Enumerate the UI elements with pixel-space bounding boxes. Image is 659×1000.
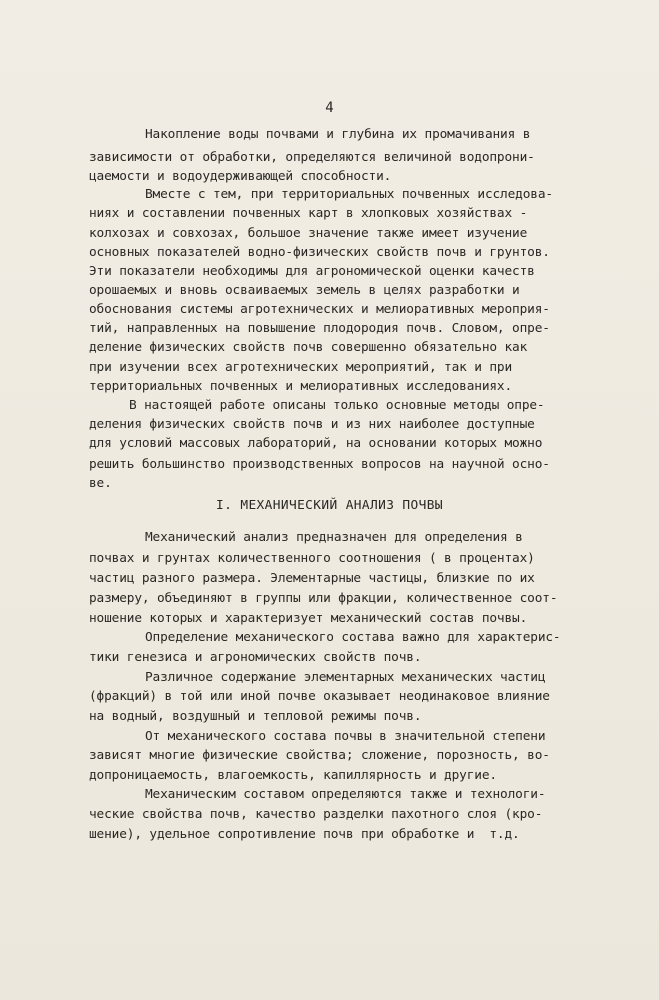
text-line: обоснования системы агротехнических и мелиоративных мероприя-: [89, 302, 550, 317]
text-line: основных показателей водно-физических свойств почв и грунтов.: [89, 245, 550, 260]
text-line: В настоящей работе описаны только основные методы опре-: [129, 398, 545, 413]
text-line: допроницаемость, влагоемкость, капиллярность и другие.: [89, 768, 497, 783]
text-line: при изучении всех агротехнических мероприятий, так и при: [89, 360, 513, 375]
text-line: зависят многие физические свойства; сложение, порозность, во-: [89, 748, 550, 763]
text-line: ческие свойства почв, качество разделки пахотного слоя (кро-: [89, 807, 543, 822]
text-line: Различное содержание элементарных механических частиц: [145, 670, 546, 685]
text-line: шение), удельное сопротивление почв при обработке и т.д.: [89, 827, 520, 842]
text-line: (фракций) в той или иной почве оказывает неодинаковое влияние: [89, 689, 550, 704]
text-line: частиц разного размера. Элементарные частицы, близкие по их: [89, 571, 535, 586]
text-line: деления физических свойств почв и из них наиболее доступные: [89, 417, 535, 432]
text-line: Механический анализ предназначен для определения в: [145, 530, 523, 545]
text-line: решить большинство производственных вопросов на научной осно-: [89, 457, 550, 472]
page-number: 4: [325, 100, 334, 116]
text-line: размеру, объединяют в группы или фракции, количественное соот-: [89, 591, 558, 606]
text-line: почвах и грунтах количественного соотношения ( в процентах): [89, 551, 535, 566]
text-line: орошаемых и вновь осваиваемых земель в целях разработки и: [89, 283, 520, 298]
text-line: тики генезиса и агрономических свойств почв.: [89, 650, 422, 665]
text-line: зависимости от обработки, определяются величиной водопрони-: [89, 150, 535, 165]
text-line: От механического состава почвы в значительной степени: [145, 729, 546, 744]
text-line: Накопление воды почвами и глубина их промачивания в: [145, 127, 531, 142]
text-line: Определение механического состава важно для характерис-: [145, 630, 561, 645]
text-line: деление физических свойств почв совершенно обязательно как: [89, 340, 528, 355]
text-line: колхозах и совхозах, большое значение также имеет изучение: [89, 226, 528, 241]
text-line: ниях и составлении почвенных карт в хлопковых хозяйствах -: [89, 206, 528, 221]
text-line: Эти показатели необходимы для агрономической оценки качеств: [89, 264, 535, 279]
text-line: для условий массовых лабораторий, на основании которых можно: [89, 436, 543, 451]
text-line: ве.: [89, 476, 112, 491]
text-line: цаемости и водоудерживающей способности.: [89, 169, 392, 184]
text-line: на водный, воздушный и тепловой режимы почв.: [89, 709, 422, 724]
text-line: тий, направленных на повышение плодородия почв. Словом, опре-: [89, 321, 550, 336]
section-heading: I. МЕХАНИЧЕСКИЙ АНАЛИЗ ПОЧВЫ: [216, 498, 443, 513]
text-line: Механическим составом определяются также и технологи-: [145, 787, 546, 802]
text-line: территориальных почвенных и мелиоративных исследованиях.: [89, 379, 513, 394]
text-line: Вместе с тем, при территориальных почвенных исследова-: [145, 187, 553, 202]
text-line: ношение которых и характеризует механический состав почвы.: [89, 611, 528, 626]
